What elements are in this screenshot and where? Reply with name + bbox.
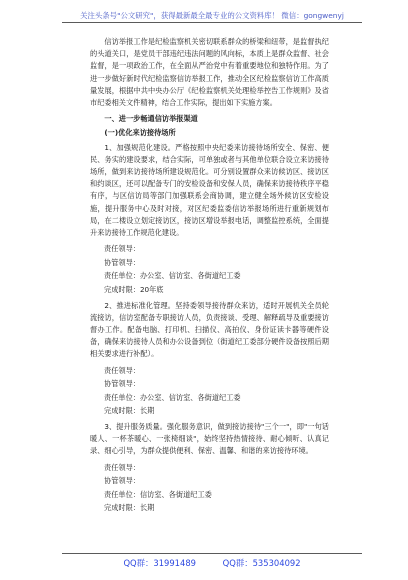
assist-leader-field: 协管领导： (104, 257, 140, 267)
responsible-unit-field: 责任单位：信访室、各街道纪工委 (104, 489, 212, 499)
qq-group-1: QQ群：31991489 (123, 558, 196, 568)
document-body (90, 36, 329, 515)
deadline-field: 完成时限：长期 (104, 406, 155, 416)
subsection-heading: (一)优化来访接待场所 (104, 128, 176, 138)
responsible-leader-field: 责任领导： (104, 365, 140, 375)
responsible-leader-field: 责任领导： (104, 244, 140, 254)
item-paragraph-1: 1、加强规范化建设。严格按照中央纪委来访接待场所安全、保密、便民、务实的建设要求，结合实际，可单独或者与其他单位联合设立来访接待场所，做到来访接待场所建设规范化。可分别设置群众来访候访区、接访区和约谈区，还可以配备专门的安检设备和安保人员，确保来访接待秩序平稳有序，与区信访局等部门加强联系会商协调，建立健全场外候访区安检设施，提升服务中心及时对接，对区纪委监委信访举报场所进行重新规划布局，在二楼设立划定接访区，接访区增设举报电话，调整监控系统，全面提升来访接待工作规范化建设。 (90, 142, 329, 238)
section-heading: 一、进一步畅通信访举报渠道 (104, 114, 198, 124)
responsible-unit-field: 责任单位：办公室、信访室、各街道纪工委 (104, 271, 241, 281)
page-footer (62, 558, 362, 569)
page-header: 关注头条号"公文研究"，获得最新最全最专业的公文资料库！ 微信：gongwenyj (80, 11, 344, 20)
qq-group-2: QQ群：535304092 (222, 558, 301, 568)
responsible-leader-field: 责任领导： (104, 462, 140, 472)
deadline-field: 完成时限：20年底 (104, 285, 164, 295)
item-paragraph-3: 3、提升服务质量。强化服务意识，做到接访接待"三个一"，即"一句话暖人、一杯茶暖心、一张椅细谈"，始终坚持热情接待、耐心倾听、认真记录、细心引导，为群众提供便利、保密、温馨、和谐的来访接待环境。 (90, 422, 329, 456)
intro-paragraph: 信访举报工作是纪检监察机关密切联系群众的桥梁和纽带，是监督执纪的头道关口，是党员干部违纪违法问题的风向标，本质上是群众监督、社会监督，是一项政治工作，在全面从严治党中有着重要地位和独特作用。为了进一步做好新时代纪检监察信访举报工作，推动全区纪检监察信访工作高质量发展，根据中共中央办公厅《纪检监察机关处理检举控告工作规则》及省市纪委相关文件精神，结合工作实际，提出如下实施方案。 (90, 37, 329, 108)
assist-leader-field: 协管领导： (104, 379, 140, 389)
responsible-unit-field: 责任单位：办公室、信访室、各街道纪工委 (104, 392, 241, 402)
deadline-field: 完成时限：长期 (104, 503, 155, 513)
item-paragraph-2: 2、推进标准化管理。坚持委领导接待群众来访，适时开展机关全员轮流接访，信访室配备专职接访人员，负责接谈、受理、解释疏导及重要接访督办工作。配备电脑、打印机、扫描仪、高拍仪、身份证读卡器等硬件设备，确保来访接待人员和办公设备到位（街道纪工委部分硬件设备按照后期相关要求进行补配）。 (90, 300, 329, 359)
header-divider (62, 22, 362, 23)
assist-leader-field: 协管领导： (104, 476, 140, 486)
footer-divider (62, 553, 362, 554)
